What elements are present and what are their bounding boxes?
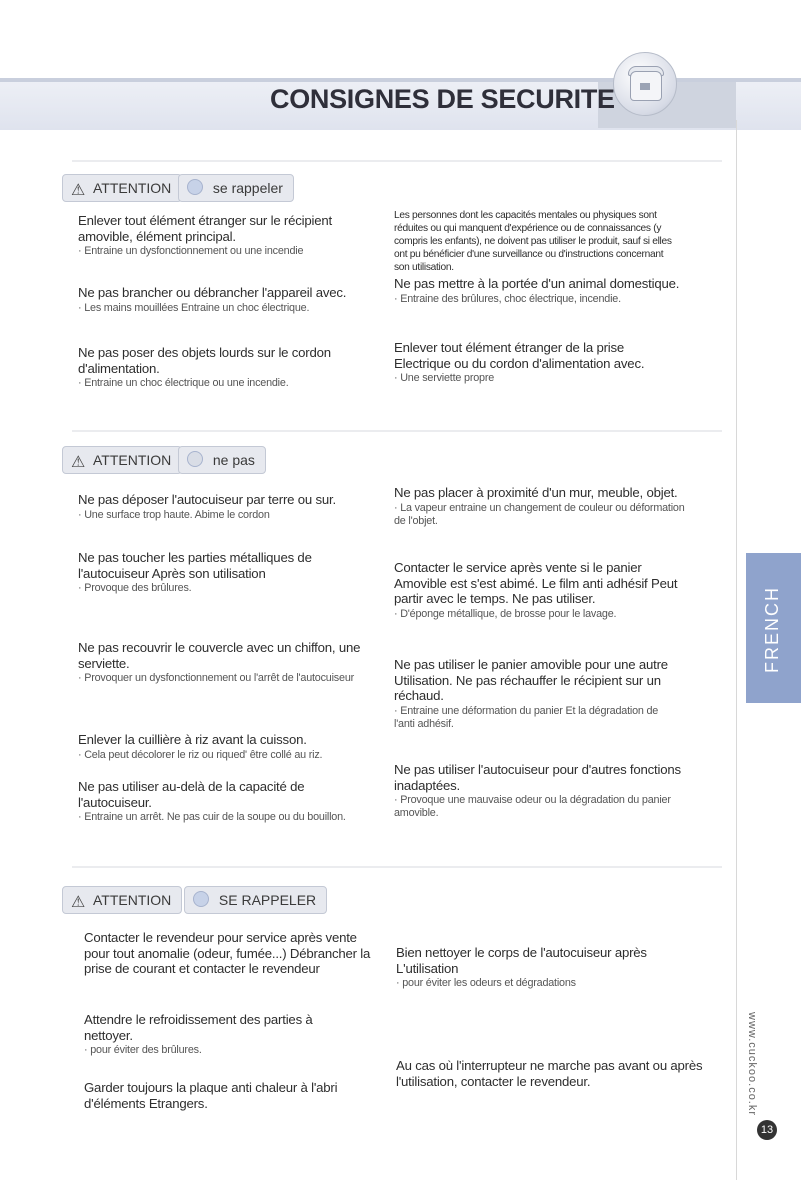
list-item: Les personnes dont les capacités mentales ou physiques sont réduites ou qui manquent d'expérience ou de connaissances (y compris les enfants), ne doivent pas utiliser le produit, sauf si elles ont pu bénéficier d'une surveillance ou d'instructions concernant son utilisation. <box>394 210 672 273</box>
prohibited-badge: ne pas <box>178 446 266 474</box>
list-item: Ne pas utiliser au-delà de la capacité de l'autocuiseur. · Entraine un arrêt. Ne pas cuir de la soupe ou du bouillon. <box>78 779 368 824</box>
prohibited-icon <box>187 451 203 467</box>
section-divider <box>72 866 722 868</box>
list-item: Ne pas brancher ou débrancher l'appareil avec. · Les mains mouillées Entraine un choc électrique. <box>78 285 378 315</box>
list-item: Enlever la cuillière à riz avant la cuisson. · Cela peut décolorer le riz ou riqued' être collé au riz. <box>78 732 378 762</box>
info-icon <box>187 179 203 195</box>
list-item: Ne pas utiliser le panier amovible pour une autre Utilisation. Ne pas réchauffer le récipient sur un réchaud. · Entraine une déformation du panier Et la dégradation de l'anti adhésif. <box>394 657 674 731</box>
attention-badge: ⚠ ATTENTION <box>62 446 182 474</box>
list-item: Bien nettoyer le corps de l'autocuiseur après L'utilisation · pour éviter les odeurs et dégradations <box>396 945 706 990</box>
list-item: Ne pas placer à proximité d'un mur, meuble, objet. · La vapeur entraine un changement de couleur ou déformation de l'objet. <box>394 485 694 528</box>
list-item: Contacter le service après vente si le panier Amovible est s'est abimé. Le film anti adhésif Peut partir avec le temps. Ne pas utiliser. · D'éponge métallique, de brosse pour le lavage. <box>394 560 694 621</box>
list-item: Ne pas toucher les parties métalliques de l'autocuiseur Après son utilisation · Provoque des brûlures. <box>78 550 338 595</box>
section-divider <box>72 430 722 432</box>
list-item: Ne pas déposer l'autocuiseur par terre ou sur. · Une surface trop haute. Abime le cordon <box>78 492 368 522</box>
list-item: Ne pas mettre à la portée d'un animal domestique. · Entraine des brûlures, choc électrique, incendie. <box>394 276 684 306</box>
list-item: Enlever tout élément étranger de la prise Electrique ou du cordon d'alimentation avec. · Une serviette propre <box>394 340 684 385</box>
rice-cooker-icon <box>613 52 677 116</box>
list-item: Ne pas utiliser l'autocuiseur pour d'autres fonctions inadaptées. · Provoque une mauvaise odeur ou la dégradation du panier amovible. <box>394 762 694 820</box>
list-item: Attendre le refroidissement des parties à nettoyer. · pour éviter des brûlures. <box>84 1012 364 1057</box>
section-divider <box>72 160 722 162</box>
remember-badge: SE RAPPELER <box>184 886 327 914</box>
website-url: www.cuckoo.co.kr <box>746 1012 758 1117</box>
attention-badge: ⚠ ATTENTION <box>62 174 182 202</box>
language-tab-label: FRENCH <box>762 586 782 673</box>
list-item: Ne pas recouvrir le couvercle avec un chiffon, une serviette. · Provoquer un dysfonctionnement ou l'arrêt de l'autocuiseur <box>78 640 378 685</box>
list-item: Garder toujours la plaque anti chaleur à l'abri d'éléments Etrangers. <box>84 1080 338 1111</box>
list-item: Au cas où l'interrupteur ne marche pas avant ou après l'utilisation, contacter le revendeur. <box>396 1058 703 1089</box>
warning-triangle-icon: ⚠ <box>71 454 86 471</box>
list-item: Contacter le revendeur pour service après vente pour tout anomalie (odeur, fumée...) Débrancher la prise de courant et contacter le revendeur <box>84 930 371 976</box>
page-number: 13 <box>757 1120 777 1140</box>
remember-badge: se rappeler <box>178 174 294 202</box>
margin-rule <box>736 120 737 1180</box>
warning-triangle-icon: ⚠ <box>71 894 86 911</box>
language-tab <box>746 553 801 703</box>
list-item: Enlever tout élément étranger sur le récipient amovible, élément principal. · Entraine un dysfonctionnement ou une incendie <box>78 213 378 258</box>
warning-triangle-icon: ⚠ <box>71 182 86 199</box>
attention-badge: ⚠ ATTENTION <box>62 886 182 914</box>
info-icon <box>193 891 209 907</box>
page-title: CONSIGNES DE SECURITE <box>270 84 615 114</box>
list-item: Ne pas poser des objets lourds sur le cordon d'alimentation. · Entraine un choc électrique ou une incendie. <box>78 345 378 390</box>
